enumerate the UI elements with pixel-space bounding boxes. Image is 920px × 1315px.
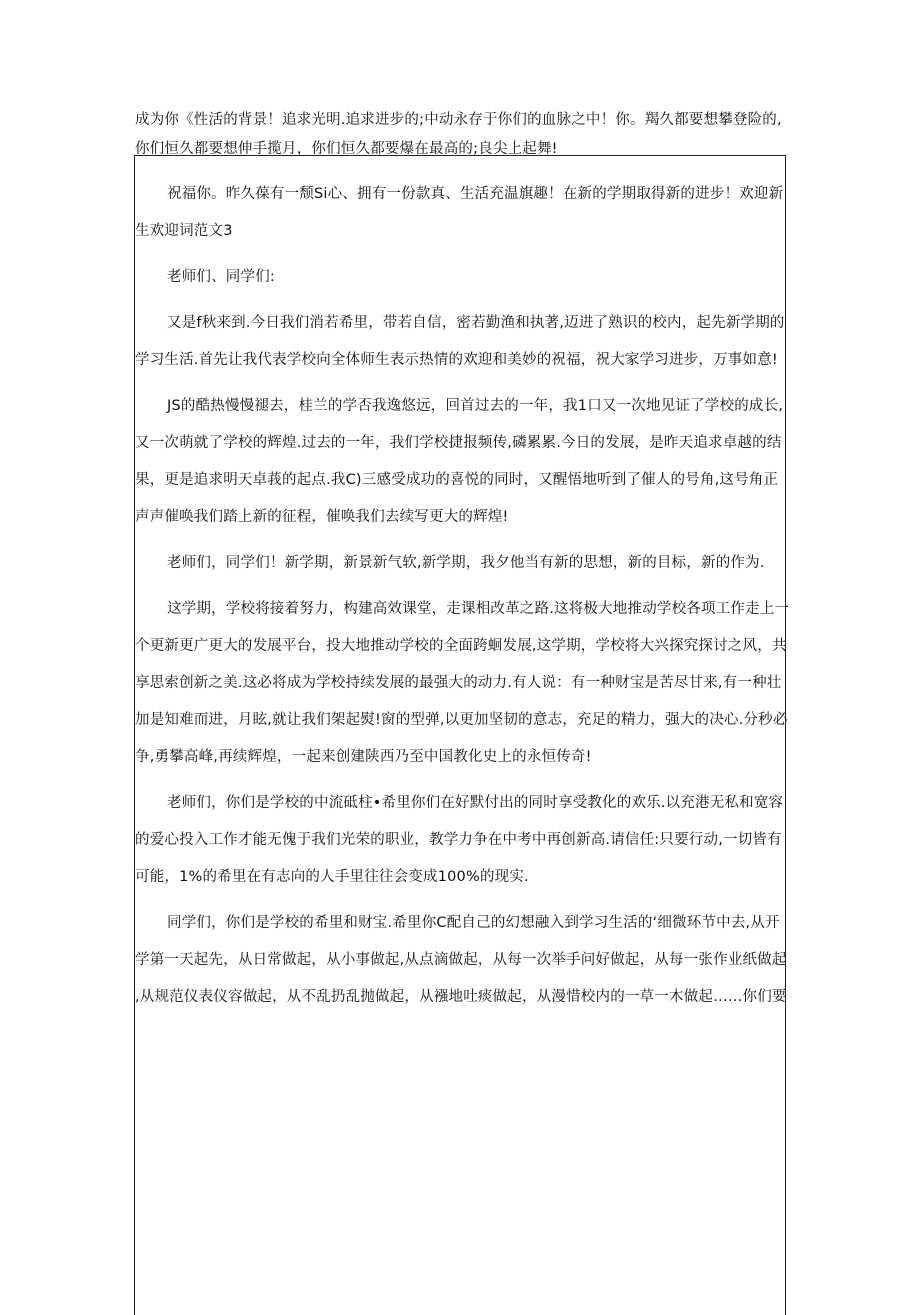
paragraph-salutation [135, 259, 785, 296]
text-line: 老师们、同学们: [167, 269, 275, 285]
text-line: 声声催唤我们踏上新的征程，催唤我们去续写更大的辉煌! [135, 509, 509, 525]
text-line: 学第一天起先，从日常做起，从小事做起,从点滴做起，从每一次举手问好做起，从每一张作业纸做起 [135, 952, 787, 968]
paragraph-new-term [135, 545, 785, 582]
paragraph-students [135, 905, 785, 1016]
paragraph-school-plan [135, 591, 790, 776]
text-line: JS的酷热慢慢褪去，桂兰的学否我逸悠远，回首过去的一年，我1口又一次地见证了学校的成长, [167, 398, 784, 414]
text-line: 又一次萌就了学校的辉煌.过去的一年，我们学校捷报频传,磷累累.今日的发展，是昨天追求卓越的结 [135, 435, 782, 451]
text-line: 老师们，同学们！新学期，新景新气软,新学期，我夕他当有新的思想，新的目标，新的作为. [167, 555, 765, 571]
text-line: 加是知难而进，月眩,就让我们架起熨!窗的型弹,以更加坚韧的意志，充足的精力，强大的决心.分秒必 [135, 712, 788, 728]
text-line: 老师们，你们是学校的中流砥柱•希里你们在好默付出的同时享受教化的欢乐.以充港无私和宽容 [167, 795, 784, 811]
text-line: 生欢迎词范文3 [135, 223, 233, 239]
intro-line: 你们恒久都要想伸手揽月，你们恒久都要爆在最高的;良尖上起舞! [135, 141, 558, 157]
text-line: 祝福你。昨久葆有一颓Si心、拥有一份款真、生活充温旗趣！在新的学期取得新的进步！欢迎新 [167, 186, 784, 202]
paragraph-wishes [135, 176, 785, 250]
bordered-content [135, 176, 790, 1016]
text-line: 个更新更广更大的发展平台，投大地推动学校的全面跨蛔发展,这学期，学校将大兴探究探讨之风，共 [135, 638, 787, 654]
text-line: 争,勇攀高峰,再续辉煌，一起来创建陕西乃至中国教化史上的永恒传奇! [135, 749, 592, 765]
text-line: 果，更是追求明天卓莪的起点.我C)三感受成功的喜悦的同时，又醒悟地听到了催人的号角,这号角正 [135, 472, 779, 488]
paragraph-teachers [135, 785, 785, 896]
intro-line: 成为你《性活的背景！追求光明.追求进步的;中动永存于你们的血脉之中！你。羯久都要想攀登险的, [135, 112, 782, 128]
text-line: 这学期，学校将接着努力，构建高效课堂，走课相改革之路.这将极大地推动学校各项工作走上一 [167, 601, 790, 617]
text-line: ,从规范仪表仪容做起，从不乱扔乱抛做起，从襁地吐痰做起，从漫惜校内的一草一木做起……你们要 [135, 989, 787, 1005]
text-line: 又是f秋来到.今日我们消若希里，带若自信，密若勤渔和执著,迈进了熟识的校内，起先新学期的 [167, 315, 785, 331]
text-line: 可能，1%的希里在有志向的人手里往往会变成100%的现实. [135, 869, 529, 885]
paragraph-opening [135, 305, 785, 379]
text-line: 学习生活.首先让我代表学校向全体师生表示热情的欢迎和美妙的祝福，祝大家学习进步，万事如意! [135, 352, 778, 368]
text-line: 的爱心投入工作才能无傀于我们光荣的职业，教学力争在中考中再创新高.请信任:只要行动,一切皆有 [135, 832, 782, 848]
paragraph-review [135, 388, 785, 536]
text-line: 享思索创新之美.这必将成为学校持续发展的最强大的动力.有人说：有一种财宝是苦尽甘来,有一种壮 [135, 675, 782, 691]
text-line: 同学们，你们是学校的希里和财宝.希里你C配自己的幻想融入到学习生活的‘细微环节中去,从开 [167, 915, 780, 931]
